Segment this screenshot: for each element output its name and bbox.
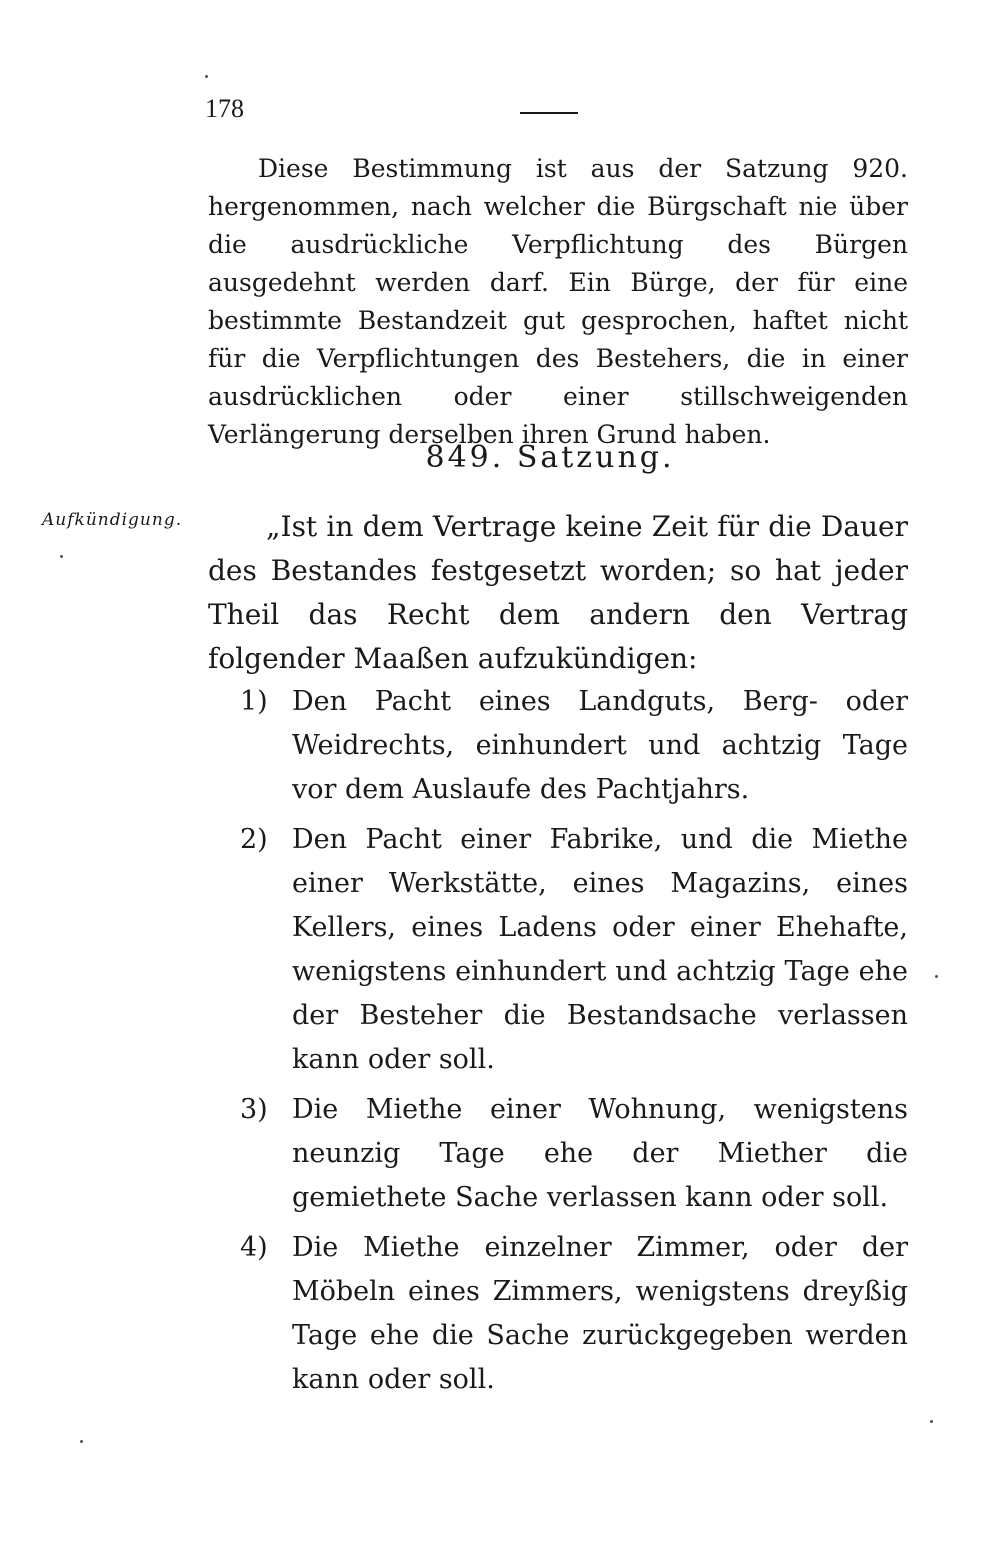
list-item <box>240 1226 908 1402</box>
list-item-text: Den Pacht einer Fabrike, und die Miethe einer Werkstätte, eines Magazins, eines Kellers, eines Ladens oder einer Ehehafte, wenigstens einhundert und achtzig Tage ehe der Besteher die Bestandsache verlassen kann oder soll. <box>292 824 908 1075</box>
section-heading-text: 849. Satzung. <box>425 440 675 475</box>
header-rule <box>520 112 578 114</box>
list-item <box>240 1088 908 1220</box>
paper-speck <box>205 75 208 78</box>
list-item-text: Die Miethe einer Wohnung, wenigstens neunzig Tage ehe der Miether die gemiethete Sache verlassen kann oder soll. <box>292 1094 908 1213</box>
list-item-number: 4) <box>240 1232 268 1263</box>
section-lead-paragraph: „Ist in dem Vertrage keine Zeit für die Dauer des Bestandes festgesetzt worden; so hat jeder Theil das Recht dem andern den Vertrag folgender Maaßen aufzukündigen: <box>208 510 908 675</box>
paper-speck <box>60 555 63 558</box>
intro-paragraph-block <box>208 150 908 454</box>
list-item-number: 1) <box>240 686 268 717</box>
page-number: 178 <box>205 94 244 123</box>
paper-speck <box>930 1420 933 1423</box>
section-lead-block <box>208 505 908 681</box>
page-header <box>0 94 1000 134</box>
paper-speck <box>935 975 938 978</box>
list-item-number: 2) <box>240 824 268 855</box>
list-item <box>240 818 908 1082</box>
margin-note: Aufkündigung. <box>42 510 183 530</box>
paper-speck <box>80 1440 83 1443</box>
list-item-text: Den Pacht eines Landguts, Berg- oder Weidrechts, einhundert und achtzig Tage vor dem Auslaufe des Pachtjahrs. <box>292 686 908 805</box>
list-item <box>240 680 908 812</box>
list-item-text: Die Miethe einzelner Zimmer, oder der Möbeln eines Zimmers, wenigstens dreyßig Tage ehe die Sache zurückgegeben werden kann oder soll. <box>292 1232 908 1395</box>
intro-paragraph: Diese Bestimmung ist aus der Satzung 920. hergenommen, nach welcher die Bürgschaft nie über die ausdrückliche Verpflichtung des Bürgen ausgedehnt werden darf. Ein Bürge, der für eine bestimmte Bestandzeit gut gesprochen, haftet nicht für die Verpflichtungen des Bestehers, die in einer ausdrücklichen oder einer stillschweigenden Verlängerung derselben ihren Grund haben. <box>208 154 908 449</box>
section-heading <box>0 440 1000 475</box>
numbered-list <box>240 680 908 1408</box>
list-item-number: 3) <box>240 1094 268 1125</box>
